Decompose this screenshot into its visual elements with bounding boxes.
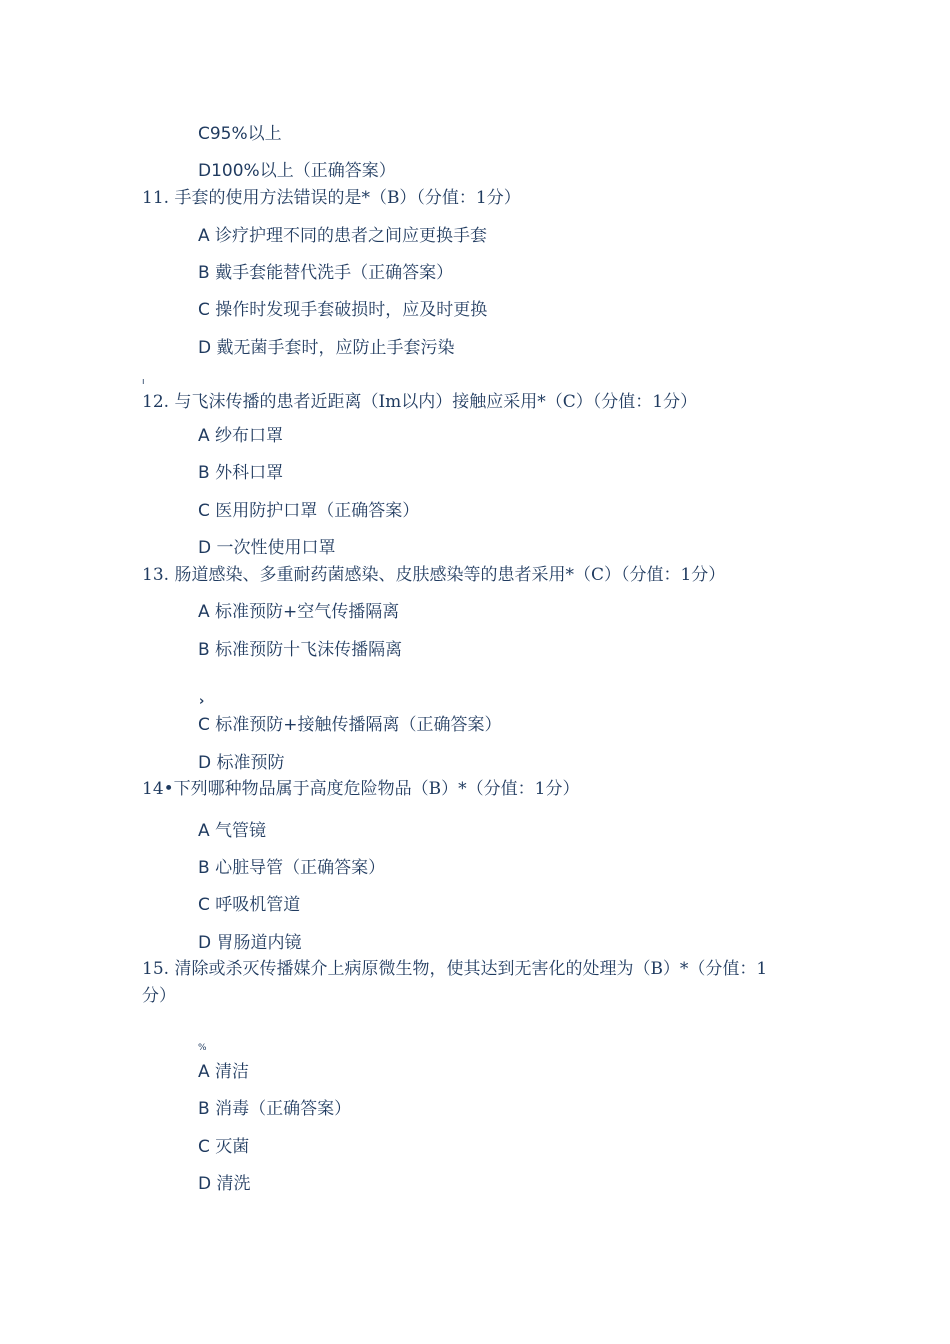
question-12-option-c: C 医用防护口罩（正确答案） bbox=[198, 501, 420, 521]
question-11-option-a: A 诊疗护理不同的患者之间应更换手套 bbox=[198, 226, 488, 246]
question-13-option-a: A 标准预防+空气传播隔离 bbox=[198, 602, 400, 622]
stray-mark: ı bbox=[142, 377, 145, 387]
question-14-option-a: A 气管镜 bbox=[198, 821, 267, 841]
question-12-option-a: A 纱布口罩 bbox=[198, 426, 284, 446]
question-15-stem: 15. 清除或杀灭传播媒介上病原微生物，使其达到无害化的处理为（B）*（分值：1 bbox=[142, 959, 768, 979]
question-12-option-b: B 外科口罩 bbox=[198, 463, 284, 483]
question-13-stem: 13. 肠道感染、多重耐药菌感染、皮肤感染等的患者采用*（C）（分值：1分） bbox=[142, 565, 726, 585]
option-d-prev: D100%以上（正确答案） bbox=[198, 161, 396, 181]
stray-mark: › bbox=[199, 694, 205, 709]
question-11-option-c: C 操作时发现手套破损时，应及时更换 bbox=[198, 300, 488, 320]
question-13-option-c: C 标准预防+接触传播隔离（正确答案） bbox=[198, 715, 502, 735]
question-11-option-b: B 戴手套能替代洗手（正确答案） bbox=[198, 263, 454, 283]
question-14-option-b: B 心脏导管（正确答案） bbox=[198, 858, 386, 878]
question-12-stem: 12. 与飞沫传播的患者近距离（Im以内）接触应采用*（C）（分值：1分） bbox=[142, 392, 698, 412]
question-11-option-d: D 戴无菌手套时，应防止手套污染 bbox=[198, 338, 455, 358]
question-13-option-b: B 标准预防十飞沫传播隔离 bbox=[198, 640, 403, 660]
question-15-option-b: B 消毒（正确答案） bbox=[198, 1099, 352, 1119]
question-15-option-c: C 灭菌 bbox=[198, 1137, 250, 1157]
question-15-stem-continued: 分） bbox=[142, 986, 176, 1006]
question-12-option-d: D 一次性使用口罩 bbox=[198, 538, 336, 558]
stray-mark: % bbox=[198, 1043, 207, 1053]
question-14-option-d: D 胃肠道内镜 bbox=[198, 933, 302, 953]
question-15-option-d: D 清洗 bbox=[198, 1174, 251, 1194]
question-14-stem: 14•下列哪种物品属于高度危险物品（B）*（分值：1分） bbox=[142, 779, 580, 799]
option-c-prev: C95%以上 bbox=[198, 124, 282, 144]
question-14-option-c: C 呼吸机管道 bbox=[198, 895, 301, 915]
question-13-option-d: D 标准预防 bbox=[198, 753, 285, 773]
question-15-option-a: A 清洁 bbox=[198, 1062, 250, 1082]
question-11-stem: 11. 手套的使用方法错误的是*（B）（分值：1分） bbox=[142, 188, 521, 208]
